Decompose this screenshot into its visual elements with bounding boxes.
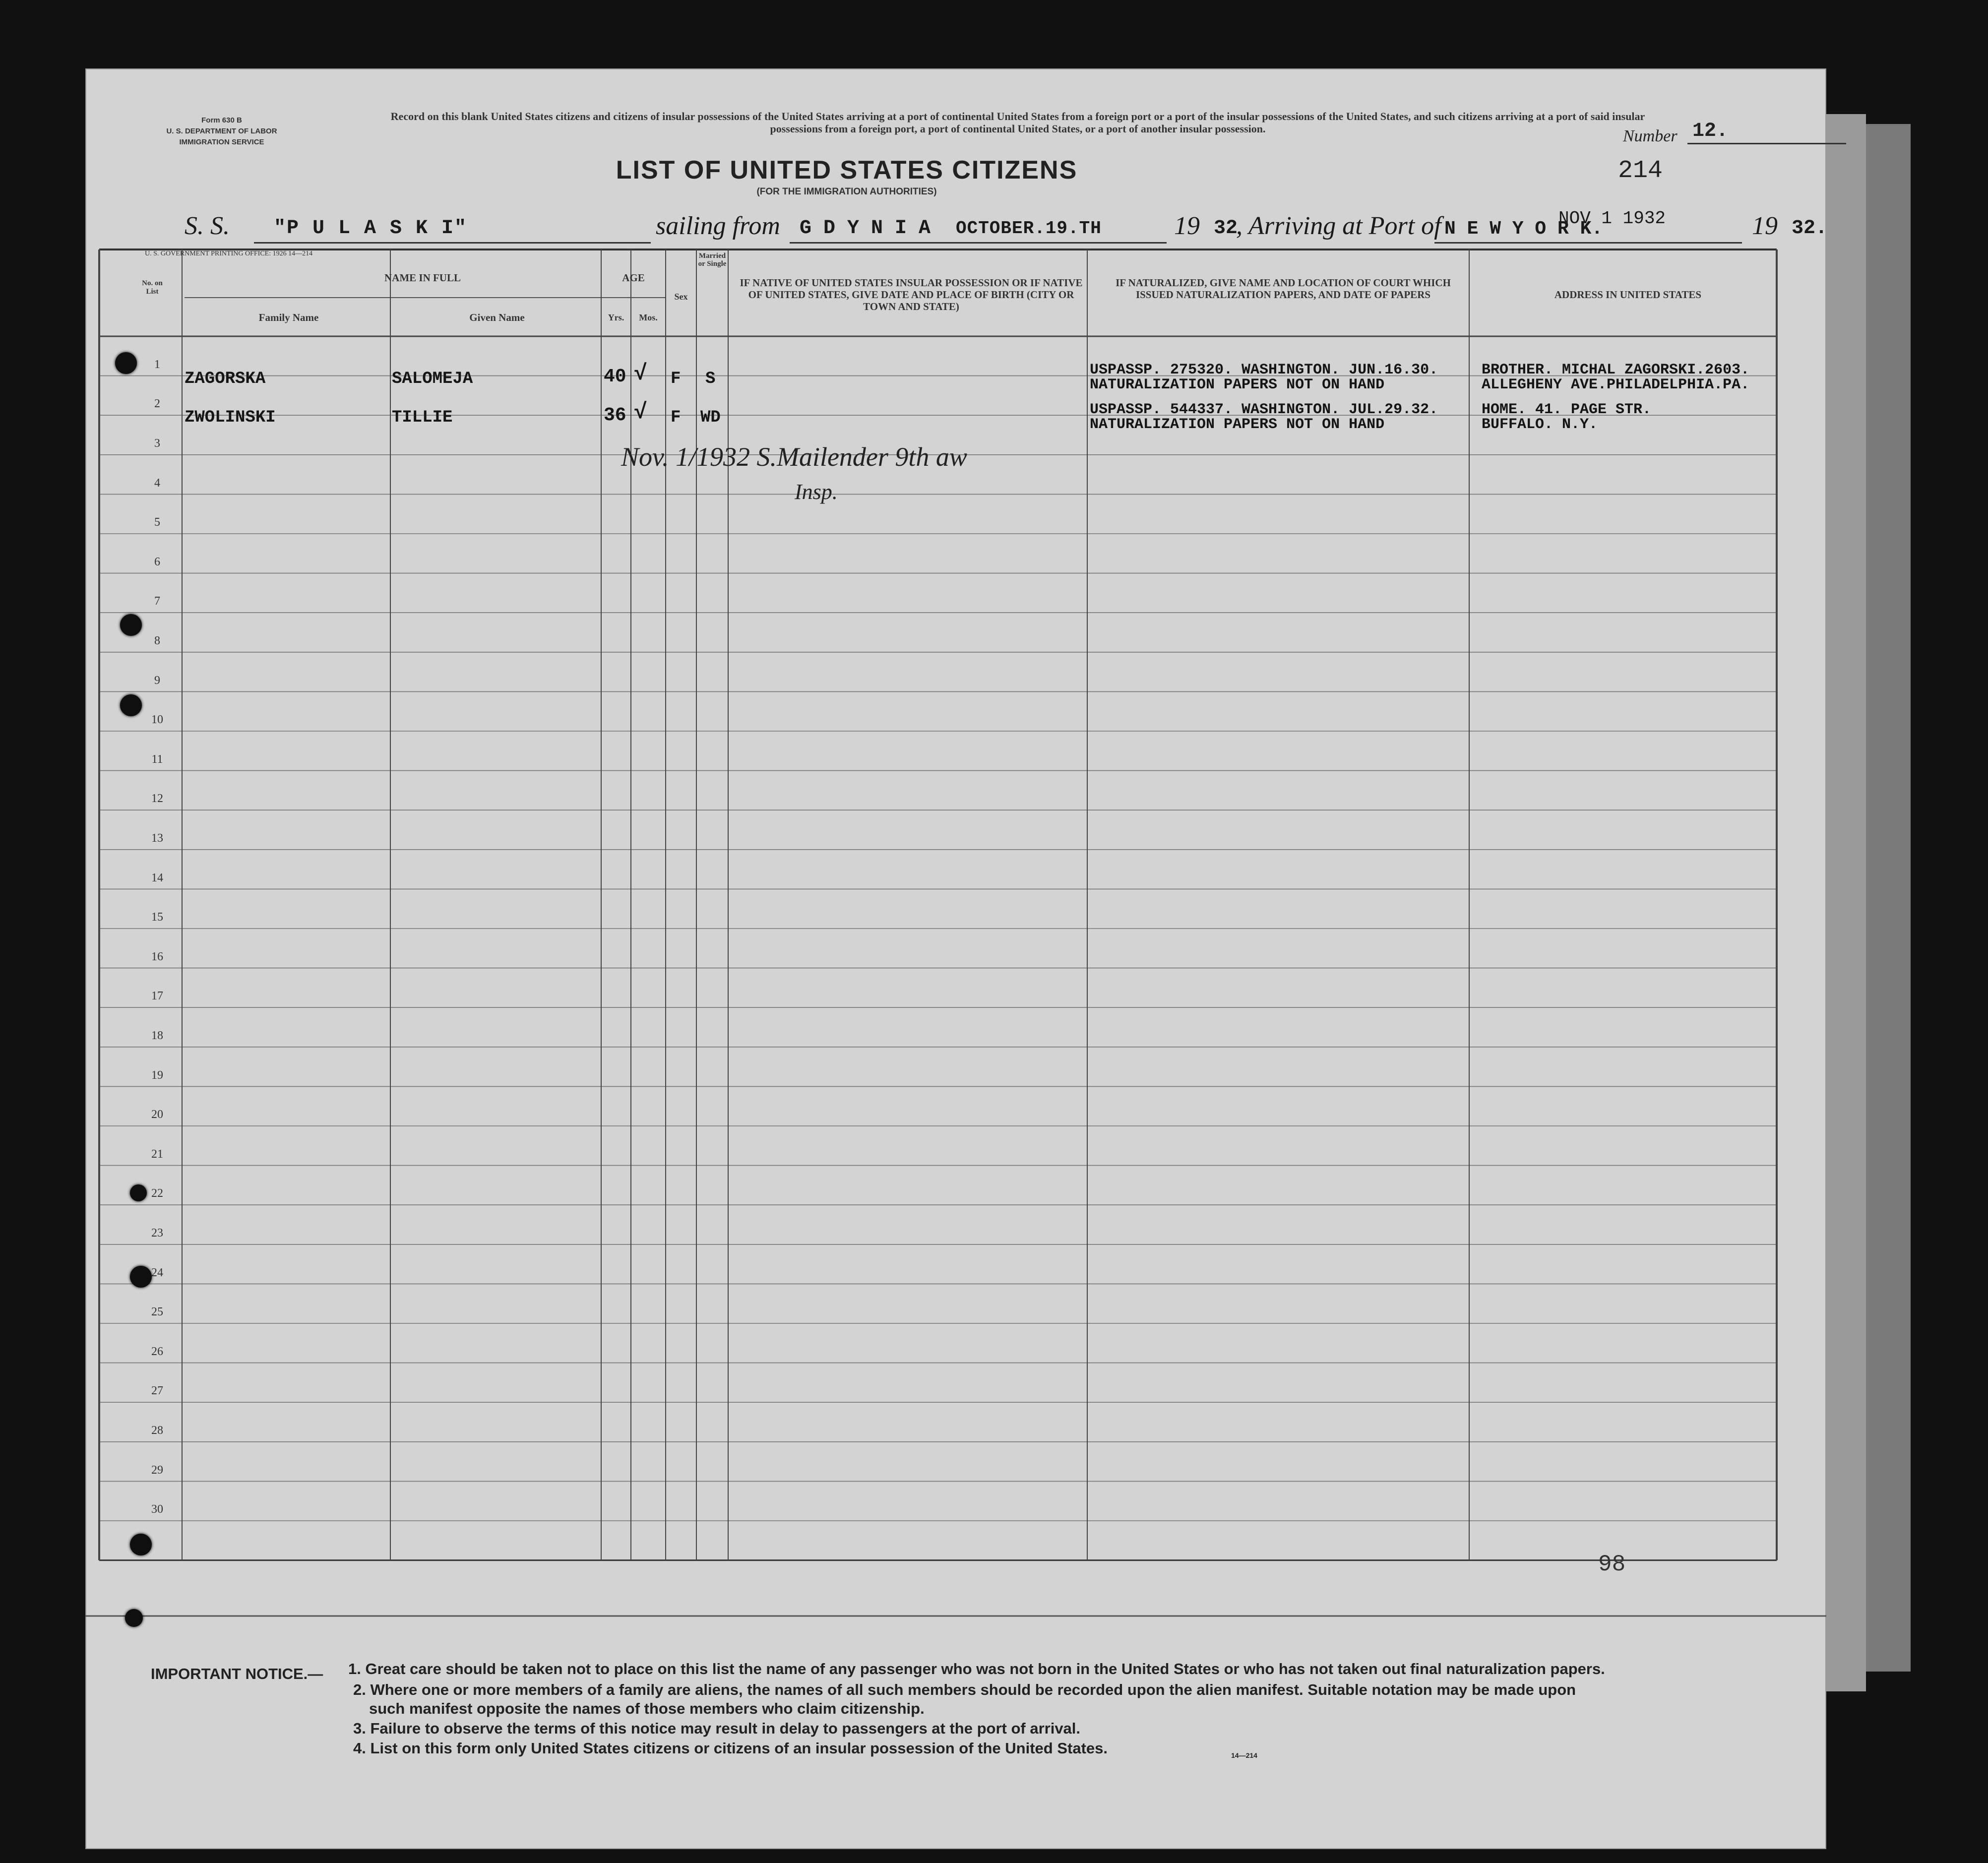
row-number: 7 xyxy=(154,595,160,608)
footer-code: 14—214 xyxy=(1231,1751,1257,1759)
age-months-check: √ xyxy=(634,400,647,425)
sailing-label: sailing from xyxy=(656,212,780,240)
header-age: AGE xyxy=(622,272,645,284)
back-page-edge xyxy=(1866,124,1911,1672)
form-number: Form 630 B xyxy=(201,116,242,124)
header-address: ADDRESS IN UNITED STATES xyxy=(1554,289,1702,301)
intro-text: Record on this blank United States citizens and citizens of insular possessions of the United States arriving at a port of continental United States from a foreign port or a port of the insular possessions of the United States, and such citizens arriving at a port of said insular possessions from a foreign port, a port of continental United States, or a port of another insular possession. xyxy=(390,110,1645,135)
row-number: 14 xyxy=(151,871,163,884)
number-label: Number xyxy=(1623,127,1677,145)
notice-item-1: 1. Great care should be taken not to place on this list the name of any passenger who was not born in the United States or who has not taken out final naturalization papers. xyxy=(348,1660,1605,1677)
address-cell-line1: HOME. 41. PAGE STR. xyxy=(1482,401,1652,418)
row-number: 9 xyxy=(154,674,160,687)
row-number: 21 xyxy=(151,1147,163,1161)
address-cell-line2: ALLEGHENY AVE.PHILADELPHIA.PA. xyxy=(1482,376,1750,393)
back-page-edge xyxy=(1826,114,1866,1691)
row-number: 5 xyxy=(154,516,160,529)
family-name-cell: ZWOLINSKI xyxy=(185,408,276,427)
port-from: G D Y N I A xyxy=(800,217,931,240)
row-number: 17 xyxy=(151,990,163,1003)
row-number: 6 xyxy=(154,555,160,568)
inspector-title: Insp. xyxy=(795,480,838,504)
row-number: 1 xyxy=(154,358,160,371)
port-to: N E W Y O R K. xyxy=(1444,218,1603,240)
arrival-stamp: NOV 1 1932 xyxy=(1558,208,1666,229)
binder-hole xyxy=(115,352,137,374)
row-number: 28 xyxy=(151,1424,163,1437)
notice-item-2-cont: such manifest opposite the names of those members who claim citizenship. xyxy=(369,1700,925,1717)
row-number: 25 xyxy=(151,1305,163,1319)
marital-cell: S xyxy=(705,370,716,388)
row-number: 20 xyxy=(151,1108,163,1121)
header-mos: Mos. xyxy=(639,312,658,322)
row-number: 29 xyxy=(151,1463,163,1477)
binder-hole xyxy=(120,614,142,636)
printing-office-note: U. S. GOVERNMENT PRINTING OFFICE: 1926 14—214 xyxy=(145,250,313,257)
ss-label: S. S. xyxy=(185,212,230,240)
binder-hole xyxy=(130,1266,152,1288)
department-name: U. S. DEPARTMENT OF LABOR xyxy=(166,127,277,135)
row-number: 18 xyxy=(151,1029,163,1042)
header-married-single: Married or Single xyxy=(698,252,727,268)
age-years-cell: 40 xyxy=(604,366,626,387)
header-no-on-list: No. on List xyxy=(142,279,163,296)
binder-hole xyxy=(130,1534,152,1555)
address-cell-line2: BUFFALO. N.Y. xyxy=(1482,416,1598,433)
age-years-cell: 36 xyxy=(604,405,626,426)
binder-hole xyxy=(130,1184,147,1201)
manifest-sheet xyxy=(85,68,1826,1849)
given-name-cell: TILLIE xyxy=(392,408,453,427)
row-number: 16 xyxy=(151,950,163,963)
naturalized-cell-line2: NATURALIZATION PAPERS NOT ON HAND xyxy=(1090,376,1385,393)
row-number: 3 xyxy=(154,436,160,450)
row-number: 27 xyxy=(151,1384,163,1398)
row-number: 19 xyxy=(151,1068,163,1082)
row-number: 22 xyxy=(151,1187,163,1200)
stamp-number: 214 xyxy=(1618,157,1663,185)
row-number: 2 xyxy=(154,397,160,411)
arrival-year: 32. xyxy=(1792,217,1828,240)
row-number: 8 xyxy=(154,634,160,647)
header-family-name: Family Name xyxy=(258,311,319,323)
header-yrs: Yrs. xyxy=(608,312,624,322)
notice-item-3: 3. Failure to observe the terms of this notice may result in delay to passengers at the port of arrival. xyxy=(353,1720,1081,1737)
page-subtitle: (FOR THE IMMIGRATION AUTHORITIES) xyxy=(756,186,937,197)
binder-hole xyxy=(120,694,142,716)
year-sailed: 32 xyxy=(1214,217,1238,240)
given-name-cell: SALOMEJA xyxy=(392,370,473,388)
row-number: 15 xyxy=(151,911,163,924)
row-number: 11 xyxy=(151,752,163,766)
ship-name: "P U L A S K I" xyxy=(274,217,468,240)
number-value: 12. xyxy=(1692,120,1729,142)
notice-item-4: 4. List on this form only United States citizens or citizens of an insular possession of the United States. xyxy=(353,1739,1108,1757)
sex-cell: F xyxy=(671,370,681,388)
header-native-insular: IF NATIVE OF UNITED STATES INSULAR POSSESSION OR IF NATIVE OF UNITED STATES, GIVE DATE AND PLACE OF BIRTH (CITY OR TOWN AND STATE) xyxy=(740,277,1083,312)
page-title: LIST OF UNITED STATES CITIZENS xyxy=(616,156,1078,185)
row-number: 24 xyxy=(151,1266,163,1279)
address-cell-line1: BROTHER. MICHAL ZAGORSKI.2603. xyxy=(1482,362,1750,378)
naturalized-cell-line1: USPASSP. 544337. WASHINGTON. JUL.29.32. xyxy=(1090,401,1438,418)
header-name-in-full: NAME IN FULL xyxy=(384,272,461,284)
arriving-label: , Arriving at Port of xyxy=(1236,212,1441,240)
marital-cell: WD xyxy=(700,408,721,427)
row-number: 13 xyxy=(151,831,163,845)
page-stamp: 98 xyxy=(1598,1552,1626,1577)
binder-hole xyxy=(125,1609,143,1627)
header-given-name: Given Name xyxy=(469,311,525,323)
row-number: 23 xyxy=(151,1226,163,1240)
service-name: IMMIGRATION SERVICE xyxy=(179,138,264,146)
row-number: 10 xyxy=(151,713,163,727)
sex-cell: F xyxy=(671,408,681,427)
notice-item-2: 2. Where one or more members of a family are aliens, the names of all such members should be recorded upon the alien manifest. Suitable notation may be made upon xyxy=(353,1681,1576,1698)
year-prefix: 19 xyxy=(1174,212,1200,240)
age-months-check: √ xyxy=(634,362,647,386)
notice-label: IMPORTANT NOTICE.— xyxy=(151,1665,323,1682)
manifest-grid xyxy=(85,68,1826,1849)
date-sailed: OCTOBER.19.TH xyxy=(956,218,1102,239)
naturalized-cell-line1: USPASSP. 275320. WASHINGTON. JUN.16.30. xyxy=(1090,362,1438,378)
family-name-cell: ZAGORSKA xyxy=(185,370,266,388)
header-sex: Sex xyxy=(674,292,688,302)
row-number: 26 xyxy=(151,1345,163,1358)
header-naturalized: IF NATURALIZED, GIVE NAME AND LOCATION OF COURT WHICH ISSUED NATURALIZATION PAPERS, AND DATE OF PAPERS xyxy=(1116,277,1451,301)
arrival-year-prefix: 19 xyxy=(1752,212,1778,240)
row-number: 4 xyxy=(154,476,160,490)
row-number: 12 xyxy=(151,792,163,806)
inspection-note: Nov. 1/1932 S.Mailender 9th aw xyxy=(621,442,967,472)
row-number: 30 xyxy=(151,1503,163,1516)
naturalized-cell-line2: NATURALIZATION PAPERS NOT ON HAND xyxy=(1090,416,1385,433)
